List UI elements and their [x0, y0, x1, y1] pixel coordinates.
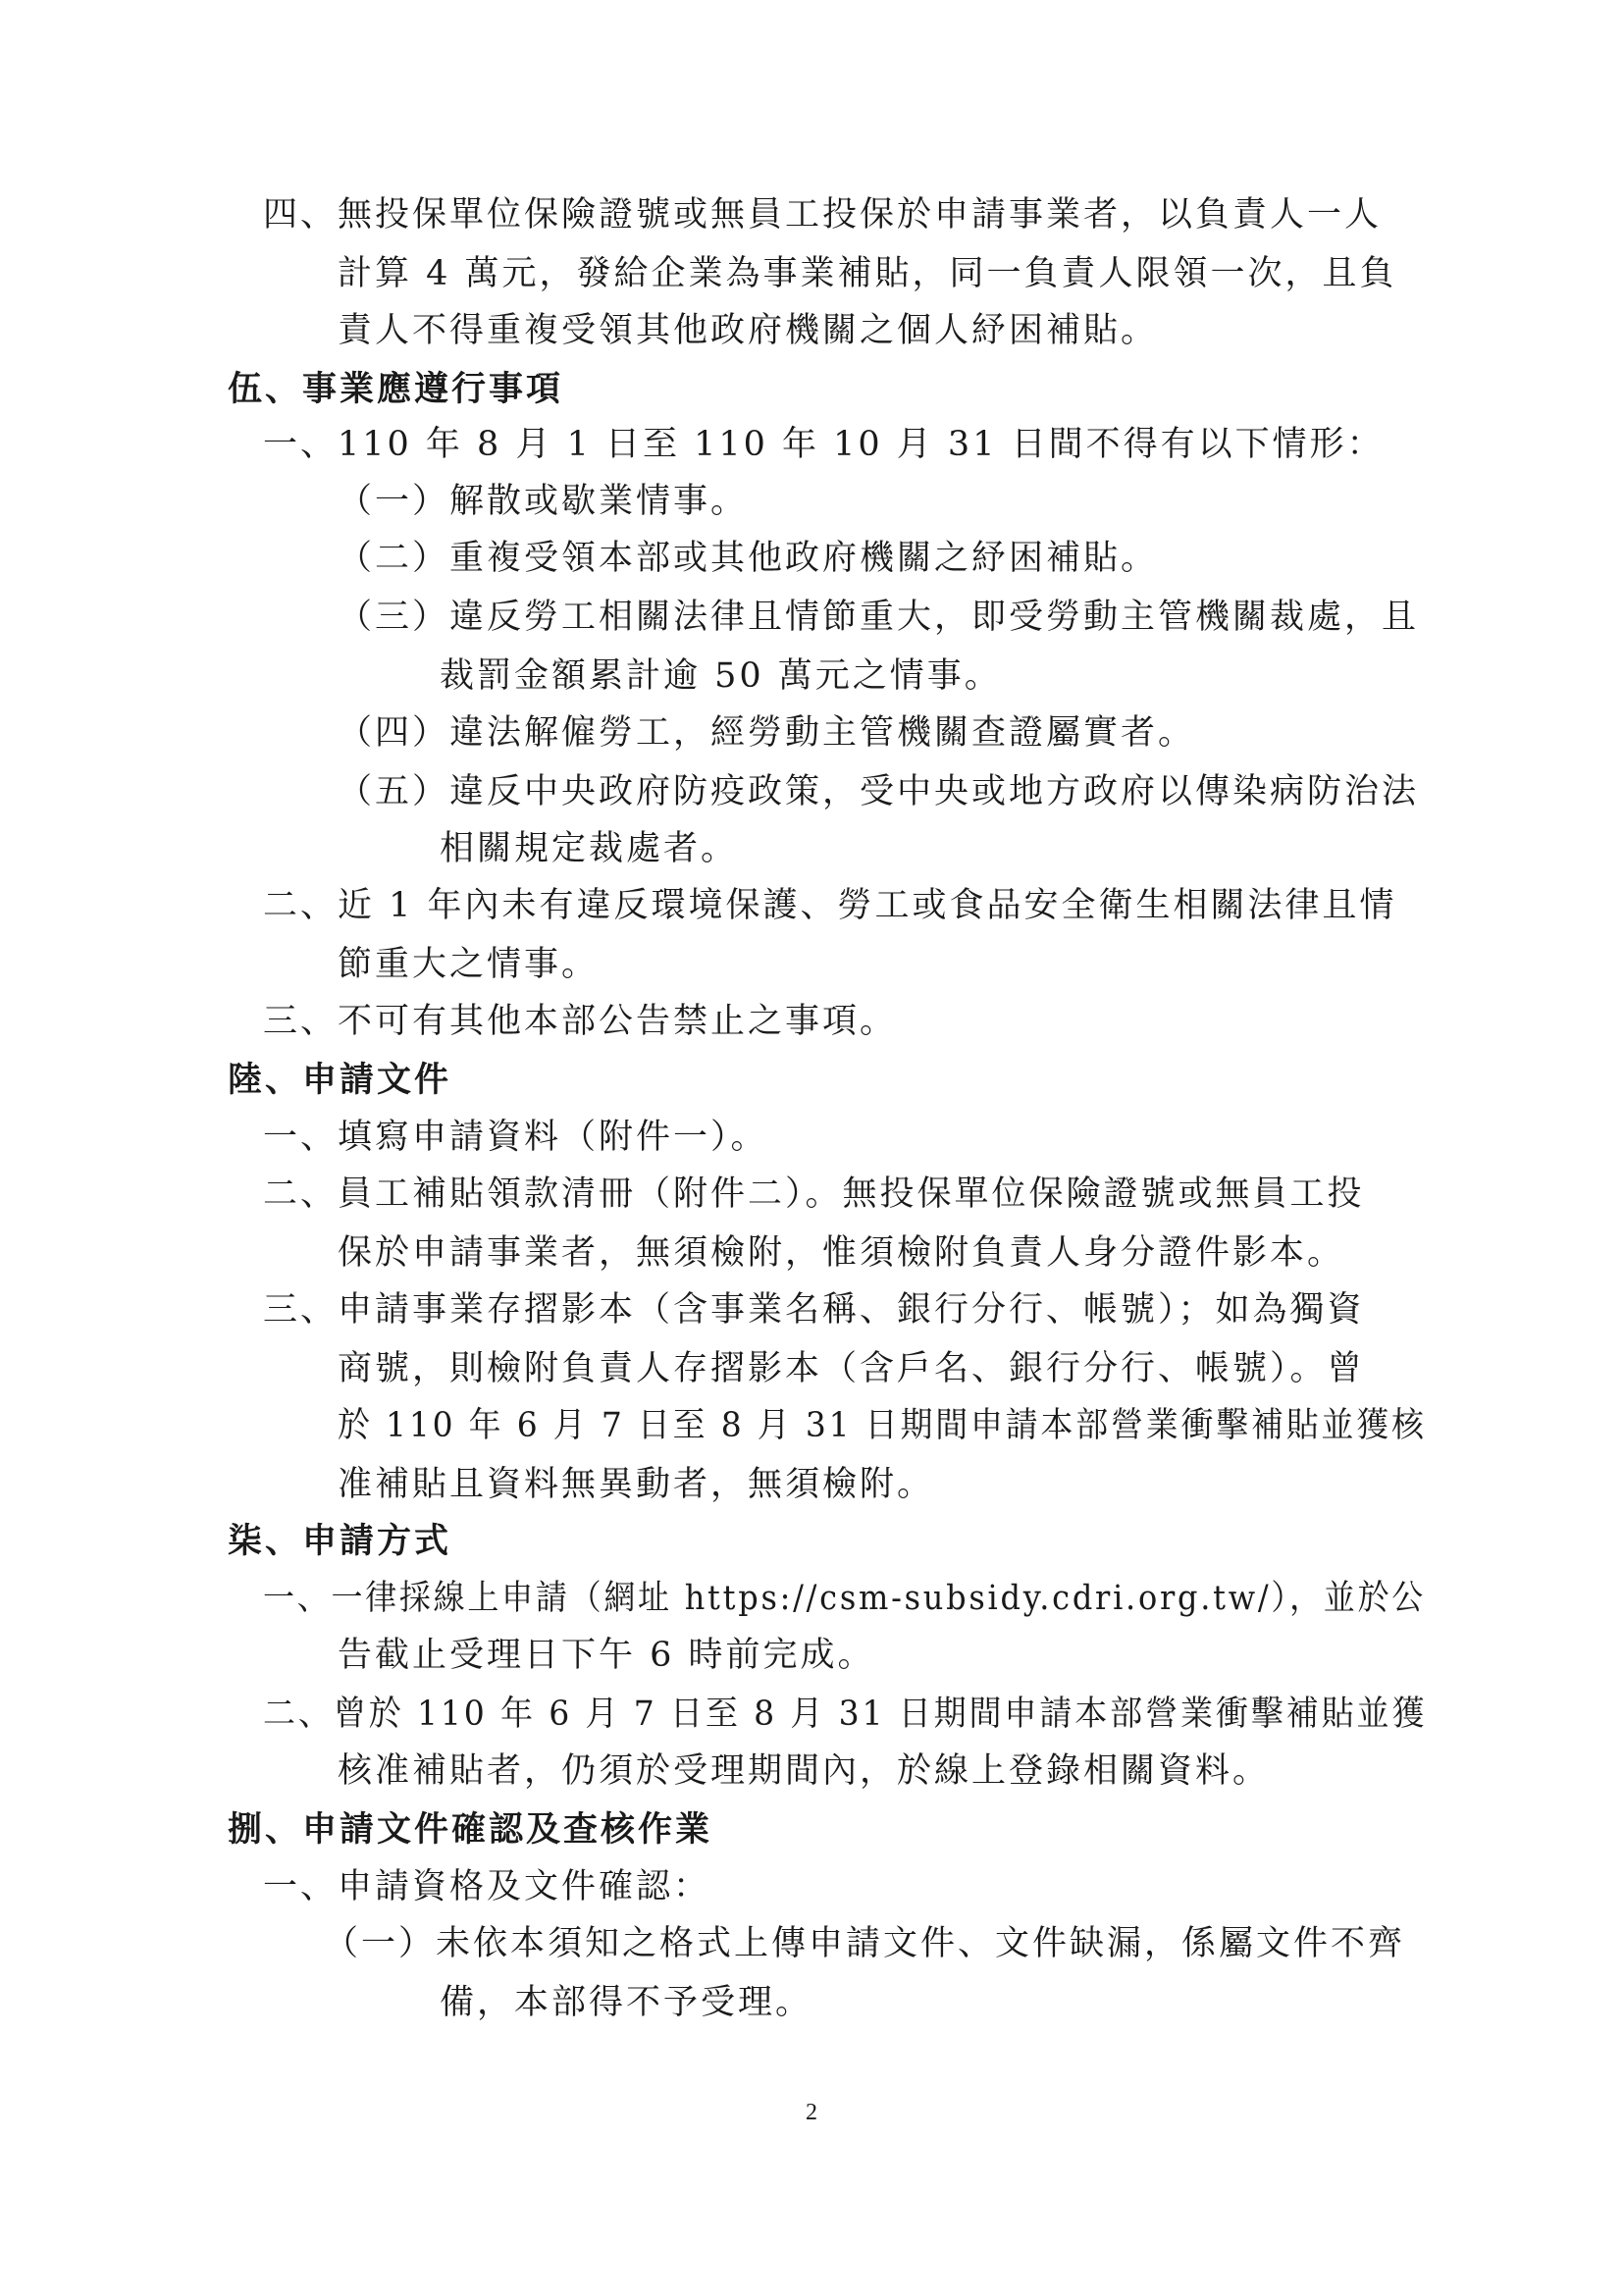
sec6-item1: 一、填寫申請資料（附件一）。: [263, 1118, 768, 1157]
sec5-sub5-line1: （五）違反中央政府防疫政策，受中央或地方政府以傳染病防治法: [338, 772, 1420, 811]
sec5-sub3-line2: 裁罰金額累計逾 50 萬元之情事。: [440, 656, 1002, 696]
page-number: 2: [806, 2100, 817, 2125]
sec7-item2-line1: 二、曾於 110 年 6 月 7 日至 8 月 31 日期間申請本部營業衝擊補貼並獲: [263, 1695, 1428, 1734]
sec8-sub1-line1: （一）未依本須知之格式上傳申請文件、文件缺漏，係屬文件不齊: [324, 1924, 1406, 1963]
sec5-sub3-line1: （三）違反勞工相關法律且情節重大，即受勞動主管機關裁處，且: [338, 598, 1420, 637]
section7-heading: 柒、申請方式: [228, 1522, 452, 1561]
sec6-item3-line3: 於 110 年 6 月 7 日至 8 月 31 日期間申請本部營業衝擊補貼並獲核: [338, 1406, 1427, 1445]
sec5-item2-line1: 二、近 1 年內未有違反環境保護、勞工或食品安全衛生相關法律且情: [263, 886, 1397, 925]
sec5-item1: 一、110 年 8 月 1 日至 110 年 10 月 31 日間不得有以下情形：: [263, 425, 1385, 464]
section6-heading: 陸、申請文件: [228, 1061, 452, 1100]
sec6-item3-line2: 商號，則檢附負責人存摺影本（含戶名、銀行分行、帳號）。曾: [338, 1349, 1365, 1388]
sec8-sub1-line2: 備，本部得不予受理。: [440, 1983, 813, 2022]
sec5-sub2: （二）重複受領本部或其他政府機關之紓困補貼。: [338, 539, 1159, 578]
sec8-item1: 一、申請資格及文件確認：: [263, 1867, 711, 1906]
sec5-sub5-line2: 相關規定裁處者。: [440, 829, 739, 868]
sec6-item3-line4: 准補貼且資料無異動者，無須檢附。: [338, 1465, 935, 1504]
sec5-sub1: （一）解散或歇業情事。: [338, 482, 749, 521]
item4-line2: 計算 4 萬元，發給企業為事業補貼，同一負責人限領一次，且負: [338, 254, 1397, 293]
sec6-item3-line1: 三、申請事業存摺影本（含事業名稱、銀行分行、帳號）；如為獨資: [263, 1290, 1365, 1330]
sec7-item2-line2: 核准補貼者，仍須於受理期間內，於線上登錄相關資料。: [338, 1751, 1271, 1791]
sec5-item3: 三、不可有其他本部公告禁止之事項。: [263, 1002, 898, 1041]
sec5-sub4: （四）違法解僱勞工，經勞動主管機關查證屬實者。: [338, 713, 1196, 753]
section5-heading: 伍、事業應遵行事項: [228, 370, 564, 409]
sec7-item1-line1: 一、一律採線上申請（網址 https://csm-subsidy.cdri.org.tw/），並於公: [263, 1579, 1427, 1618]
item4-line1: 四、無投保單位保險證號或無員工投保於申請事業者，以負責人一人: [263, 195, 1383, 235]
item4-line3: 責人不得重複受領其他政府機關之個人紓困補貼。: [338, 311, 1159, 350]
sec6-item2-line2: 保於申請事業者，無須檢附，惟須檢附負責人身分證件影本。: [338, 1233, 1345, 1273]
sec5-item2-line2: 節重大之情事。: [338, 945, 600, 984]
section8-heading: 捌、申請文件確認及查核作業: [228, 1810, 713, 1850]
sec6-item2-line1: 二、員工補貼領款清冊（附件二）。無投保單位保險證號或無員工投: [263, 1174, 1365, 1214]
sec7-item1-line2: 告截止受理日下午 6 時前完成。: [338, 1636, 875, 1675]
